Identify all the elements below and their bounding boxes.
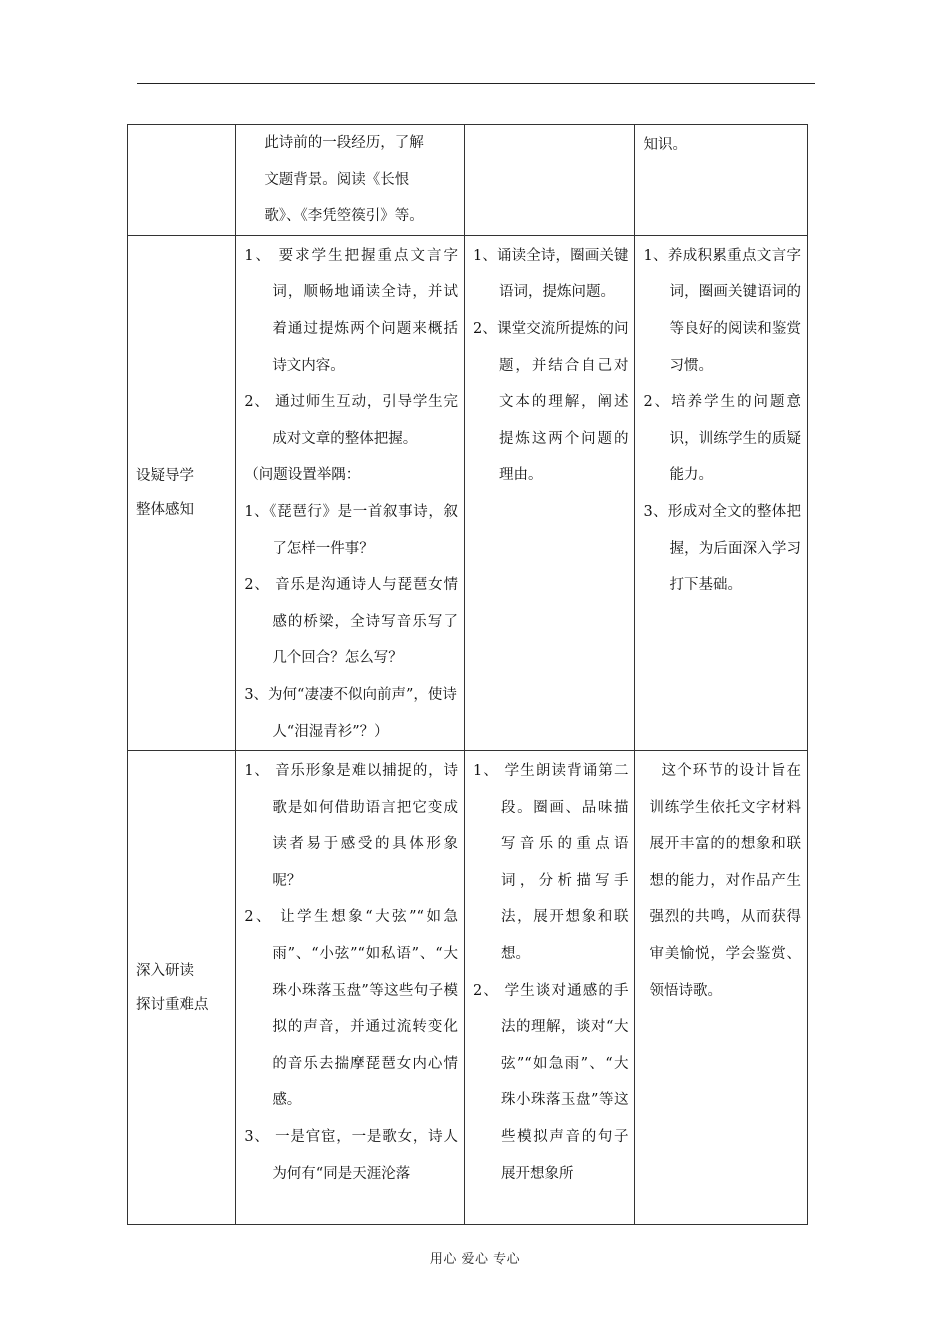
teacher-line: 此诗前的一段经历，了解 (264, 135, 424, 151)
stage-cell (128, 751, 236, 1225)
stage-title: 深入研读 (136, 962, 194, 979)
student-item: 2、课堂交流所提炼的问题，并结合自己对文本的理解，阐述提炼这两个问题的理由。 (472, 320, 629, 484)
teacher-item: （问题设置举隅： (244, 467, 361, 484)
teacher-activity-cell (236, 751, 465, 1225)
teacher-item: 1、 音乐形象是难以捕捉的，诗歌是如何借助语言把它变成读者易于感受的具体形象呢？ (244, 763, 458, 889)
header-rule (137, 83, 815, 84)
teacher-line: 歌》、《李凭箜篌引》等。 (264, 208, 424, 225)
student-item: 2、 学生谈对通感的手法的理解，谈对“大弦”“如急雨”、“大珠小珠落玉盘”等这些模拟声音的句子展开想象所 (472, 982, 629, 1182)
stage-title: 探讨重难点 (136, 996, 209, 1013)
student-activity-cell (464, 751, 635, 1225)
teacher-item: 2、 通过师生互动，引导学生完成对文章的整体把握。 (244, 394, 458, 447)
teacher-activity-cell (236, 125, 465, 236)
stage-title: 整体感知 (136, 501, 194, 518)
teacher-line: 文题背景。阅读《长恨 (264, 171, 410, 188)
intent-text: 知识。 (643, 137, 687, 153)
design-intent-cell (635, 125, 808, 236)
teacher-activity-cell (236, 235, 465, 750)
student-activity-cell (464, 125, 635, 236)
teacher-item: 1、 要求学生把握重点文言字词，顺畅地诵读全诗，并试着通过提炼两个问题来概括诗文内容。 (244, 247, 458, 374)
student-item: 1、诵读全诗，圈画关键语词，提炼问题。 (472, 247, 629, 301)
teacher-item: 2、 音乐是沟通诗人与琵琶女情感的桥梁，全诗写音乐写了几个回合？怎么写？ (244, 577, 458, 667)
table-row (128, 751, 808, 1225)
lesson-plan-table (127, 124, 808, 1225)
page-footer: 用心 爱心 专心 (429, 1252, 521, 1267)
teacher-item: 1、《琵琶行》是一首叙事诗，叙了怎样一件事？ (244, 503, 458, 557)
student-activity-cell (464, 235, 635, 750)
stage-title: 设疑导学 (136, 467, 194, 484)
intent-item: 1、养成积累重点文言字词，圈画关键语词的等良好的阅读和鉴赏习惯。 (643, 247, 801, 374)
teacher-item: 3、为何“凄凄不似向前声”，使诗人“泪湿青衫”？） (244, 686, 457, 740)
intent-item: 3、形成对全文的整体把握，为后面深入学习打下基础。 (643, 503, 801, 594)
stage-cell (128, 235, 236, 750)
design-intent-cell (635, 751, 808, 1225)
table-row (128, 125, 808, 236)
stage-cell (128, 125, 236, 236)
table-row (128, 235, 808, 750)
intent-text: 这个环节的设计旨在训练学生依托文字材料展开丰富的的想象和联想的能力，对作品产生强烈的共鸣，从而获得审美愉悦，学会鉴赏、领悟诗歌。 (649, 763, 801, 999)
student-item: 1、 学生朗读背诵第二段。圈画、品味描写音乐的重点语词，分析描写手法，展开想象和联想。 (472, 763, 629, 963)
teacher-item: 3、 一是官宦，一是歌女，诗人为何有“同是天涯沦落 (244, 1129, 458, 1182)
intent-item: 2、培养学生的问题意识，训练学生的质疑能力。 (643, 394, 801, 484)
design-intent-cell (635, 235, 808, 750)
teacher-item: 2、 让学生想象“大弦”“如急雨”、“小弦”“如私语”、“大珠小珠落玉盘”等这些句子模拟的声音，并通过流转变化的音乐去揣摩琵琶女内心情感。 (244, 909, 458, 1109)
